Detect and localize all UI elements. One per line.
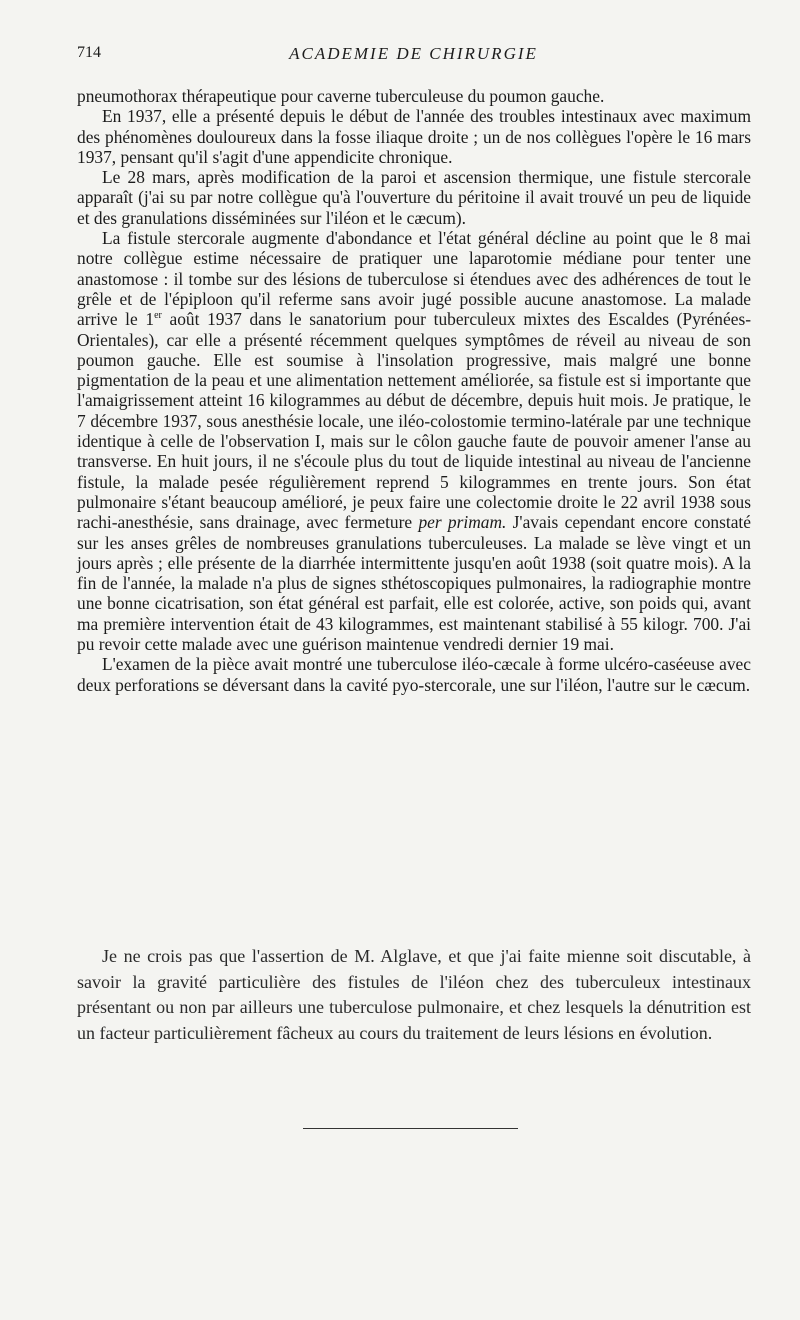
clinical-course-part1: La fistule stercorale augmente d'abondance et l'état général décline au point que le 8 mai notre collègue estime nécessaire de pratiquer une laparotomie médiane pour tenter une anastomose : il tombe sur des lésions de tuberculose si étendues avec des adhérences de tout le grêle et de l'épiploon qu'il referme sans avoir jugé possible aucune anastomose. La malade arrive le 1 [77,228,751,330]
paragraph-clinical-course [77,228,751,654]
clinical-course-part3: J'avais cependant encore constaté sur les anses grêles de nombreuses granulations tuberculeuses. La malade se lève vingt et un jours après ; elle présente de la diarrhée intermittente jusqu'en août 1938 (soit quatre mois). A la fin de l'année, la malade n'a plus de signes sthétoscopiques pulmonaires, la radiographie montre une bonne cicatrisation, son état général est parfait, elle est colorée, active, son poids qui, avant ma première intervention était de 43 kilogrammes, est maintenant stabilisé à 55 kilogr. 700. J'ai pu revoir cette malade avec une guérison maintenue vendredi dernier 19 mai. [77,512,751,655]
clinical-course-part2: août 1937 dans le sanatorium pour tuberculeux mixtes des Escaldes (Pyrénées-Orientales), car elle a présenté récemment quelques symptômes de réveil au niveau de son poumon gauche. Elle est soumise à l'insolation progressive, mais malgré une bonne pigmentation de la peau et une alimentation nettement améliorée, sa fistule est si importante que l'amaigrissement atteint 16 kilogrammes au début de décembre, depuis huit mois. Je pratique, le 7 décembre 1937, sous anesthésie locale, une iléo-colostomie termino-latérale par une technique identique à celle de l'observation I, mais sur le côlon gauche faute de pouvoir amener l'anse au transverse. En huit jours, il ne s'écoule plus du tout de liquide intestinal au niveau de l'ancienne fistule, la malade pesée régulièrement reprend 5 kilogrammes en trente jours. Son état pulmonaire s'étant beaucoup amélioré, je peux faire une colectomie droite le 22 avril 1938 sous rachi-anesthésie, sans drainage, avec fermeture [77,309,752,533]
ordinal-superscript: er [154,310,162,322]
paragraph-stercoral-fistula: Le 28 mars, après modification de la paroi et ascension thermique, une fistule stercorale apparaît (j'ai su par notre collègue qu'à l'ouverture du péritoine il avait trouvé un peu de liquide et des granulations disséminées sur l'iléon et le cæcum). [77,167,751,228]
paragraph-continuation: pneumothorax thérapeutique pour caverne tuberculeuse du poumon gauche. [77,86,605,106]
closing-remarks [77,944,751,1046]
end-rule [303,1128,518,1129]
latin-phrase: per primam. [418,512,507,533]
paragraph-pathology: L'examen de la pièce avait montré une tuberculose iléo-cæcale à forme ulcéro-caséeuse avec deux perforations se déversant dans la cavité pyo-stercorale, une sur l'iléon, l'autre sur le cæcum. [77,654,751,695]
paragraph-conclusion: Je ne crois pas que l'assertion de M. Alglave, et que j'ai faite mienne soit discutable, à savoir la gravité particulière des fistules de l'iléon chez des tuberculeux intestinaux présentant ou non par ailleurs une tuberculose pulmonaire, et chez lesquels la dénutrition est un facteur particulièrement fâcheux au cours du traitement de leurs lésions en évolution. [77,946,751,1043]
page-number: 714 [77,44,101,61]
body-text [77,86,751,695]
page-header [77,44,750,68]
paragraph-intestinal-troubles: En 1937, elle a présenté depuis le début de l'année des troubles intestinaux avec maximum des phénomènes douloureux dans la fosse iliaque droite ; un de nos collègues l'opère le 16 mars 1937, pensant qu'il s'agit d'une appendicite chronique. [77,106,751,167]
running-title: ACADEMIE DE CHIRURGIE [289,44,538,63]
